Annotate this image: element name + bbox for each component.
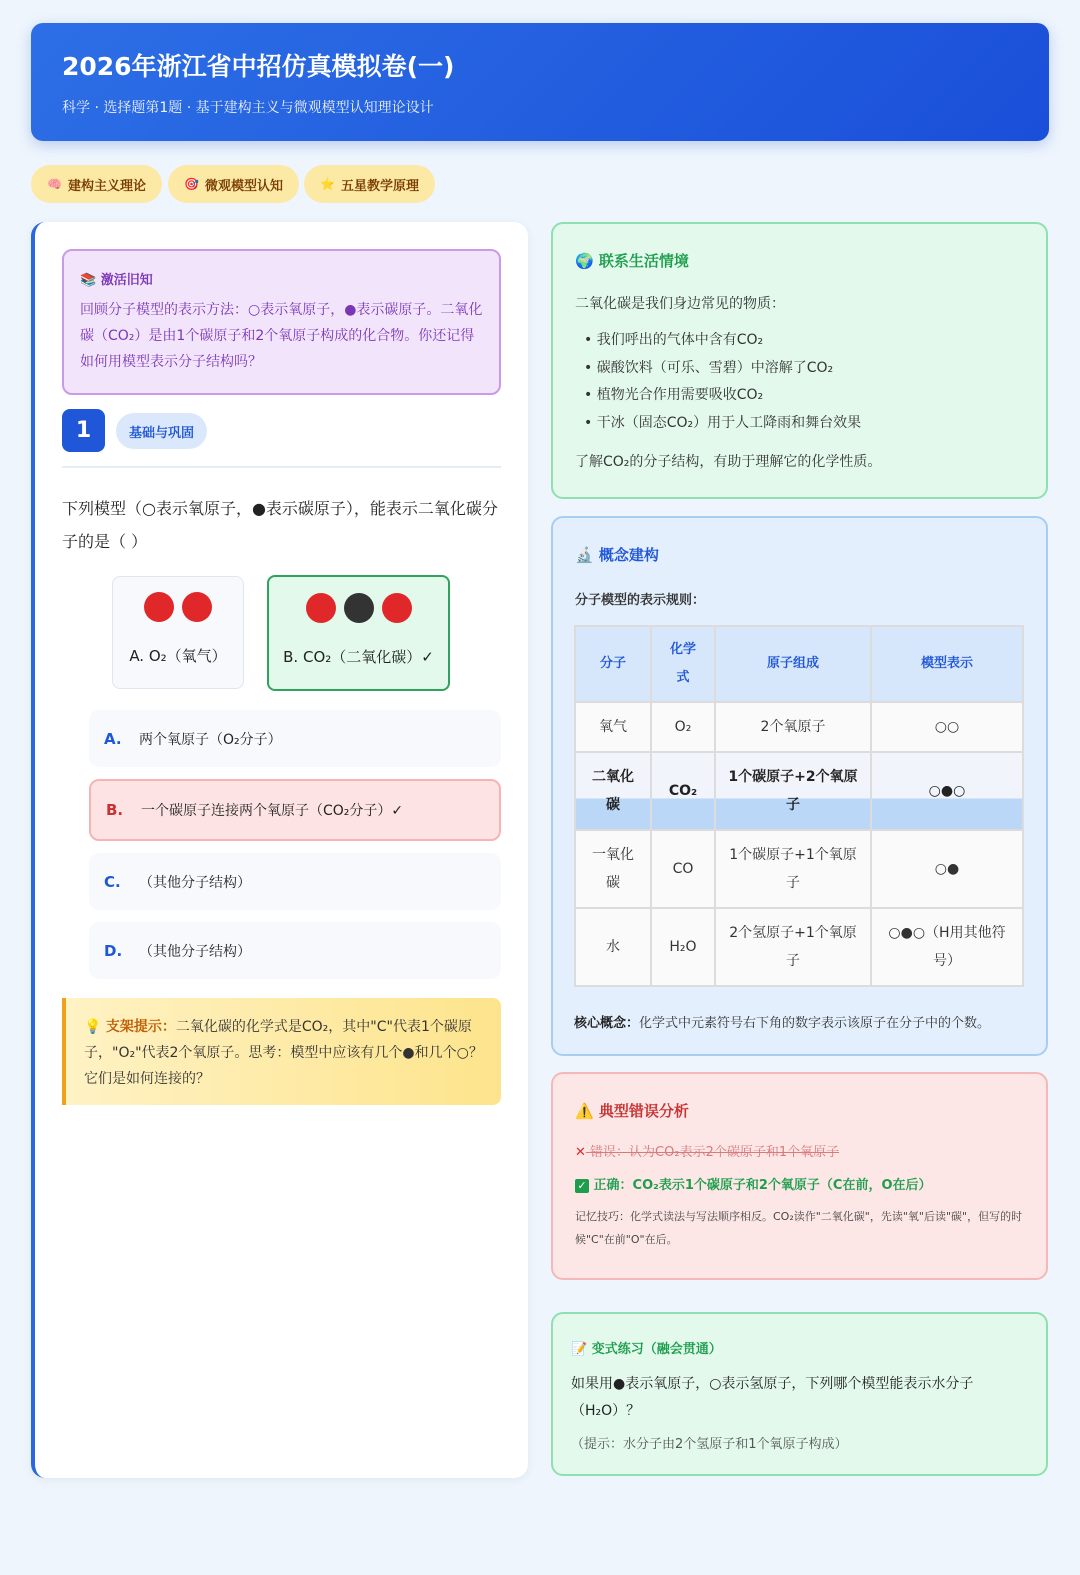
difficulty-badge: 基础与巩固 bbox=[116, 413, 207, 449]
table-row bbox=[576, 703, 1022, 751]
question-card bbox=[31, 222, 528, 1478]
molecule-table bbox=[574, 625, 1024, 987]
globe-icon: 🌍 bbox=[575, 252, 594, 270]
option-b-selected[interactable] bbox=[89, 779, 501, 841]
variant-question: 如果用●表示氧原子，○表示氢原子，下列哪个模型能表示水分子（H₂O）？ bbox=[571, 1376, 974, 1419]
error-analysis-card bbox=[551, 1072, 1048, 1280]
table-cell: O₂ bbox=[652, 703, 714, 751]
concept-card bbox=[551, 516, 1048, 1056]
table-header: 原子组成 bbox=[716, 627, 870, 701]
table-header-row bbox=[576, 627, 1022, 701]
variant-practice-card bbox=[551, 1312, 1048, 1476]
target-icon: 🎯 bbox=[184, 177, 199, 191]
books-icon: 📚 bbox=[80, 273, 97, 288]
variant-title: 📝 变式练习（融会贯通） bbox=[571, 1342, 722, 1357]
cross-icon: ✕ bbox=[575, 1145, 586, 1160]
option-letter: B. bbox=[106, 801, 124, 819]
variant-tip: （提示：水分子由2个氢原子和1个氧原子构成） bbox=[571, 1437, 848, 1452]
table-cell: 氧气 bbox=[576, 703, 650, 751]
option-letter: A. bbox=[104, 729, 122, 748]
memory-tip: 记忆技巧：化学式读法与写法顺序相反。CO₂读作"二氧化碳"，先读"氧"后读"碳"，但写的时候"C"在前"O"在后。 bbox=[575, 1210, 1023, 1246]
brain-icon: 🧠 bbox=[47, 177, 62, 191]
activate-text: 回顾分子模型的表示方法：○表示氧原子，●表示碳原子。二氧化碳（CO₂）是由1个碳原子和2个氧原子构成的化合物。你还记得如何用模型表示分子结构吗？ bbox=[80, 302, 483, 370]
table-header: 分子 bbox=[576, 627, 650, 701]
option-letter: D. bbox=[104, 941, 123, 960]
table-header: 化学式 bbox=[652, 627, 714, 701]
scaffold-hint bbox=[62, 998, 501, 1105]
wrong-statement: ✕ 错误：认为CO₂表示2个碳原子和1个氧原子 bbox=[575, 1145, 840, 1160]
table-cell: ○● bbox=[872, 831, 1022, 907]
table-cell: ○●○ bbox=[872, 753, 1022, 829]
option-c[interactable] bbox=[89, 853, 501, 910]
divider bbox=[62, 466, 501, 468]
table-cell: CO bbox=[652, 831, 714, 907]
list-item: • 植物光合作用需要吸收CO₂ bbox=[584, 387, 764, 403]
list-item: • 我们呼出的气体中含有CO₂ bbox=[584, 332, 764, 348]
oxygen-atom bbox=[182, 592, 212, 622]
microscope-icon: 🔬 bbox=[575, 546, 594, 564]
table-cell: 2个氢原子+1个氧原子 bbox=[716, 909, 870, 985]
option-text: 两个氧原子（O₂分子） bbox=[139, 731, 282, 748]
table-cell: 水 bbox=[576, 909, 650, 985]
table-cell: 1个碳原子+2个氧原子 bbox=[716, 753, 870, 829]
activate-prior-knowledge bbox=[62, 249, 501, 395]
option-text: （其他分子结构） bbox=[139, 943, 251, 960]
table-cell: 二氧化碳 bbox=[576, 753, 650, 829]
life-conclusion: 了解CO₂的分子结构，有助于理解它的化学性质。 bbox=[575, 454, 882, 470]
table-cell: H₂O bbox=[652, 909, 714, 985]
tag-label: 微观模型认知 bbox=[204, 178, 283, 194]
table-cell: ○●○（H用其他符号） bbox=[872, 909, 1022, 985]
tag-label: 建构主义理论 bbox=[67, 178, 146, 194]
page-subtitle: 科学 · 选择题第1题 · 基于建构主义与微观模型认知理论设计 bbox=[62, 100, 434, 116]
model-caption: A. O₂（氧气） bbox=[129, 647, 227, 665]
carbon-atom bbox=[344, 593, 374, 623]
tag-label: 五星教学原理 bbox=[340, 178, 419, 194]
life-context-card bbox=[551, 222, 1048, 499]
model-a-o2[interactable] bbox=[112, 576, 244, 689]
error-title: ⚠️ 典型错误分析 bbox=[575, 1102, 689, 1120]
tag-five-star bbox=[304, 165, 435, 203]
table-row bbox=[576, 909, 1022, 985]
life-intro: 二氧化碳是我们身边常见的物质： bbox=[575, 296, 785, 312]
tag-constructivism bbox=[31, 165, 162, 203]
option-text: 一个碳原子连接两个氧原子（CO₂分子）✓ bbox=[141, 803, 404, 819]
concept-rule: 分子模型的表示规则： bbox=[575, 593, 706, 608]
option-text: （其他分子结构） bbox=[139, 874, 251, 891]
star-icon: ⭐ bbox=[320, 177, 335, 191]
core-concept: 核心概念：化学式中元素符号右下角的数字表示该原子在分子中的个数。 bbox=[574, 1016, 991, 1031]
table-cell: CO₂ bbox=[652, 753, 714, 829]
question-stem: 下列模型（○表示氧原子，●表示碳原子），能表示二氧化碳分子的是（ ） bbox=[62, 499, 498, 551]
option-d[interactable] bbox=[89, 922, 501, 979]
life-title: 🌍 联系生活情境 bbox=[575, 252, 689, 270]
tag-micro-model bbox=[168, 165, 299, 203]
list-item: • 干冰（固态CO₂）用于人工降雨和舞台效果 bbox=[584, 414, 862, 431]
option-a[interactable] bbox=[89, 710, 501, 767]
model-b-co2[interactable] bbox=[267, 575, 450, 691]
option-letter: C. bbox=[104, 872, 121, 891]
table-row-highlight bbox=[576, 753, 1022, 829]
table-cell: 一氧化碳 bbox=[576, 831, 650, 907]
list-item: • 碳酸饮料（可乐、雪碧）中溶解了CO₂ bbox=[584, 359, 834, 376]
hint-label: 支架提示： bbox=[105, 1019, 176, 1035]
memo-icon: 📝 bbox=[571, 1342, 588, 1357]
concept-title: 🔬 概念建构 bbox=[575, 546, 659, 564]
hint-text: 二氧化碳的化学式是CO₂，其中"C"代表1个碳原子，"O₂"代表2个氧原子。思考：模型中应该有几个●和几个○？它们是如何连接的？ bbox=[84, 1019, 483, 1087]
page-header bbox=[31, 23, 1049, 141]
table-cell: ○○ bbox=[872, 703, 1022, 751]
table-header: 模型表示 bbox=[872, 627, 1022, 701]
lightbulb-icon: 💡 bbox=[84, 1019, 102, 1035]
warning-icon: ⚠️ bbox=[575, 1102, 594, 1120]
table-cell: 2个氧原子 bbox=[716, 703, 870, 751]
oxygen-atom bbox=[306, 593, 336, 623]
model-caption: B. CO₂（二氧化碳）✓ bbox=[283, 648, 434, 666]
table-row bbox=[576, 831, 1022, 907]
life-list bbox=[575, 327, 1024, 437]
correct-statement: ✓ 正确：CO₂表示1个碳原子和2个氧原子（C在前，O在后） bbox=[575, 1174, 1024, 1193]
page-title: 2026年浙江省中招仿真模拟卷(一) bbox=[62, 52, 455, 81]
oxygen-atom bbox=[382, 593, 412, 623]
table-cell: 1个碳原子+1个氧原子 bbox=[716, 831, 870, 907]
oxygen-atom bbox=[144, 592, 174, 622]
activate-title: 📚 激活旧知 bbox=[80, 273, 153, 288]
check-icon: ✓ bbox=[575, 1179, 589, 1193]
question-number: 1 bbox=[62, 409, 105, 452]
